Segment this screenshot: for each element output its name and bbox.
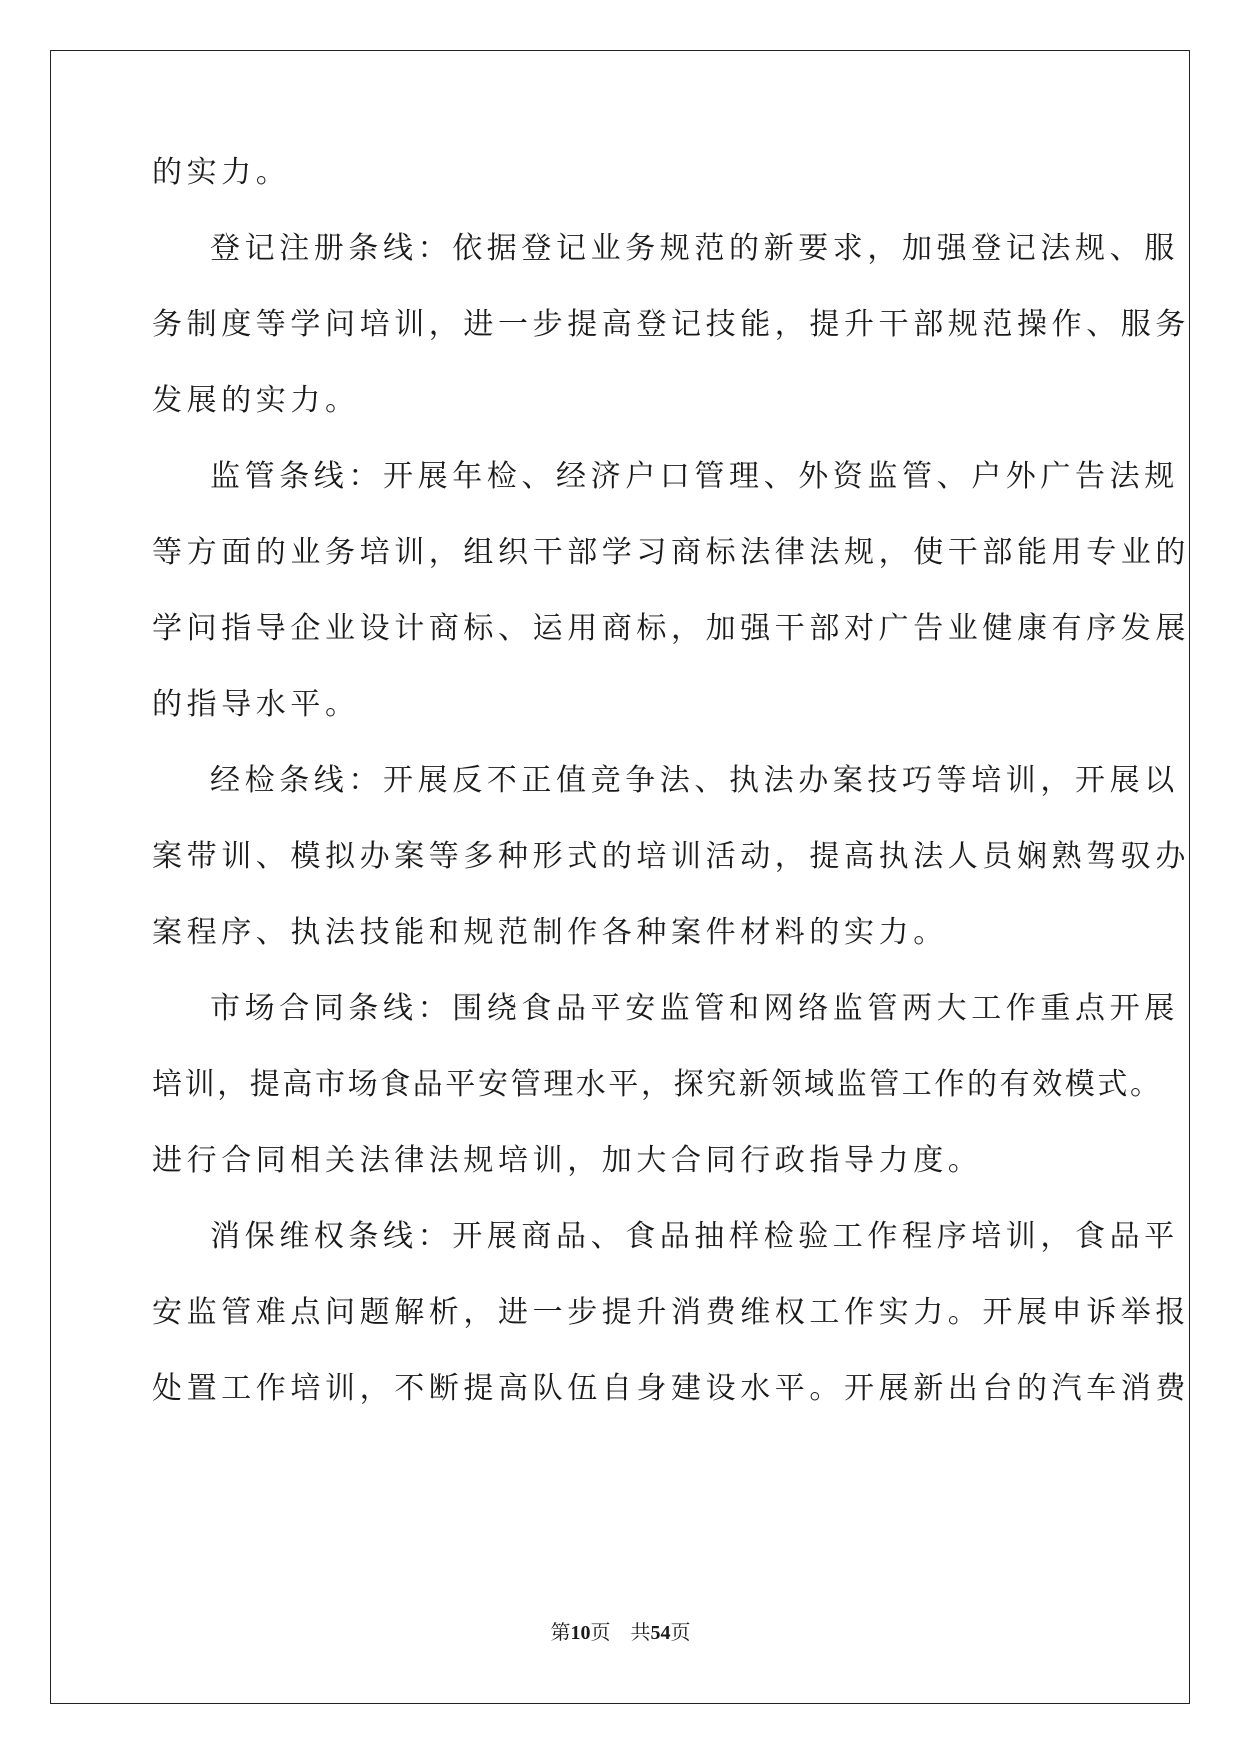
text-line: 培训，提高市场食品平安管理水平，探究新领域监管工作的有效模式。: [152, 1067, 1163, 1102]
paragraph-first-line: 消保维权条线：开展商品、食品抽样检验工作程序培训，食品平: [210, 1219, 1179, 1254]
text-line: 学问指导企业设计商标、运用商标，加强干部对广告业健康有序发展: [152, 611, 1190, 646]
footer-suffix: 页: [670, 1620, 691, 1644]
text-line: 处置工作培训，不断提高队伍自身建设水平。开展新出台的汽车消费: [152, 1371, 1190, 1406]
paragraph-first-line: 监管条线：开展年检、经济户口管理、外资监管、户外广告法规: [210, 459, 1179, 494]
paragraph-first-line: 经检条线：开展反不正值竞争法、执法办案技巧等培训，开展以: [210, 763, 1179, 798]
paragraph-first-line: 市场合同条线：围绕食品平安监管和网络监管两大工作重点开展: [210, 991, 1179, 1026]
text-line: 的实力。: [152, 155, 291, 190]
footer-mid: 页 共: [590, 1620, 651, 1644]
current-page-number: 10: [570, 1622, 591, 1644]
text-line: 案程序、执法技能和规范制作各种案件材料的实力。: [152, 915, 948, 950]
text-line: 进行合同相关法律法规培训，加大合同行政指导力度。: [152, 1143, 983, 1178]
paragraph-first-line: 登记注册条线：依据登记业务规范的新要求，加强登记法规、服: [210, 231, 1179, 266]
text-line: 等方面的业务培训，组织干部学习商标法律法规，使干部能用专业的: [152, 535, 1190, 570]
page-border: [50, 50, 1190, 1704]
text-line: 的指导水平。: [152, 687, 360, 722]
page-footer: [0, 1622, 1241, 1643]
total-page-count: 54: [650, 1622, 671, 1644]
text-line: 发展的实力。: [152, 383, 360, 418]
footer-prefix: 第: [550, 1620, 571, 1644]
text-line: 案带训、模拟办案等多种形式的培训活动，提高执法人员娴熟驾驭办: [152, 839, 1190, 874]
text-line: 务制度等学问培训，进一步提高登记技能，提升干部规范操作、服务: [152, 307, 1190, 342]
text-line: 安监管难点问题解析，进一步提升消费维权工作实力。开展申诉举报: [152, 1295, 1190, 1330]
